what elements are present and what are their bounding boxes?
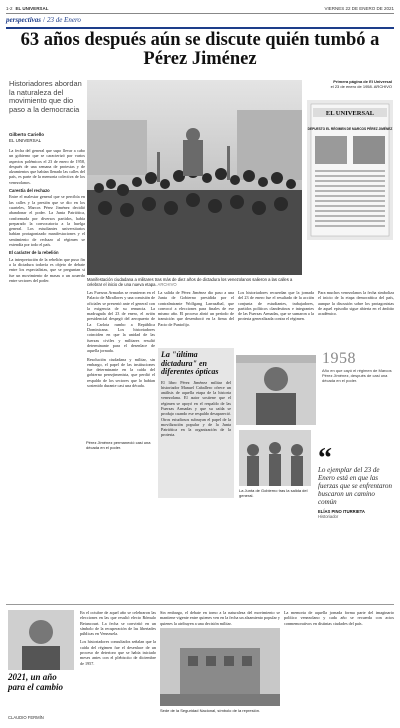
main-photo-caption-text: Manifestación ciudadana a militares tras más de diez años de dictadura los venezolanos salieron a las calles a celebrar el inicio de una nueva etapa. <box>87 277 293 288</box>
bottom-rule <box>6 604 394 605</box>
deck: Historiadores abordan la naturaleza del movimiento que dio paso a la democracia <box>9 79 82 114</box>
article-paragraph: Resolución ciudadana y militar, sin embargo, el papel de las instituciones fue determinante en la caída del gobierno perezjimenista, que perdió el respaldo de los sectores que lo habían sostenido durante casi una década. <box>87 356 155 389</box>
article-subhead: Carestía del rechazo <box>9 188 50 194</box>
newspaper-image-title: Primera página de El Universal <box>333 79 392 84</box>
section-separator: / <box>43 16 45 24</box>
article-paragraph: Las Fuerzas Armadas se reunieron en el Palacio de Miraflores y una comisión de oficiales se presentó ante el general con la exigencia de su renuncia. La madrugada del 23 de enero, el avión presidencial despegó del aeropuerto de La Carlota rumbo a República Dominicana. Los historiadores coinciden en que la unidad de las fuerzas civiles y militares resultó determinante para el desenlace de aquella jornada. <box>87 290 155 354</box>
junta-photo <box>239 430 311 486</box>
junta-photo-caption: La Junta de Gobierno tras la salida del general. <box>239 488 308 498</box>
article-column-5 <box>318 290 394 348</box>
article-paragraph: Para muchos venezolanos la fecha simboliza el inicio de la etapa democrática del país, aunque la discusión sobre los protagonistas de aquel episodio sigue abierta en el ámbito académico. <box>318 290 394 317</box>
newspaper-image-label <box>307 79 393 89</box>
article-paragraph: Los historiadores consultados señalan que la caída del régimen fue el desenlace de un proceso de deterioro que se había iniciado meses antes con el plebiscito de diciembre de 1957. <box>80 639 156 666</box>
header-rule <box>6 13 394 14</box>
article-column-1 <box>9 148 85 603</box>
year-box <box>322 350 392 428</box>
portrait-photo <box>236 355 316 425</box>
page-number: 1-2 <box>6 5 13 11</box>
article-paragraph: La salida de Pérez Jiménez dio paso a una Junta de Gobierno presidida por el contralmirante Wolfgang Larrazábal, que convocó a elecciones para finales de ese mismo año. El proceso abrió un período de transición que desembocó en la firma del Pacto de Puntofijo. <box>158 290 234 327</box>
article-bottom-column-1 <box>80 610 156 722</box>
article-bottom-column-2 <box>160 610 280 628</box>
newspaper-image-detail: el 23 de enero de 1958. <box>330 84 373 89</box>
page-header <box>6 4 394 12</box>
opinion-title: 2021, un año para el cambio <box>8 672 63 692</box>
article-paragraph: Sin embargo, el debate en torno a la naturaleza del movimiento se mantiene vigente entre quienes ven en la fecha un alzamiento popular y quienes la atribuyen a una decisión militar. <box>160 610 280 626</box>
main-photo <box>87 80 302 275</box>
building-photo-caption: Sede de la Seguridad Nacional, símbolo de la represión. <box>160 708 261 713</box>
opinion-author: CLAUDIO FERMÍN <box>8 715 44 720</box>
article-paragraph: La memoria de aquella jornada forma parte del imaginario político venezolano y cada año se recuerda con actos conmemorativos en distintas ciudades del país. <box>284 610 394 626</box>
byline <box>9 132 85 143</box>
quote-mark-icon: “ <box>318 443 332 474</box>
pull-quote <box>318 443 394 519</box>
sidebar-title: La "última dictadura" en diferentes ópticas <box>161 350 219 376</box>
building-photo <box>160 628 280 706</box>
portrait-photo-caption: Pérez Jiménez permaneció casi una década en el poder. <box>86 440 151 450</box>
headline: 63 años después aún se discute quién tumbó a Pérez Jiménez <box>20 30 380 69</box>
page-header-left <box>6 6 48 11</box>
main-photo-caption <box>87 277 302 287</box>
article-paragraph: La interpretación de la rebelión que puso fin a la dictadura todavía es objeto de debate entre los especialistas, que se preguntan si fue un movimiento de masas o un acuerdo entre sectores del poder. <box>9 256 85 283</box>
edition-date: VIERNES 22 DE ENERO DE 2021 <box>324 5 394 11</box>
opinion-author-photo <box>8 610 74 670</box>
quote-author: ELÍAS PINO ITURRIETA <box>318 509 365 514</box>
section-rule <box>6 27 394 29</box>
newspaper-brand: EL UNIVERSAL <box>15 5 49 11</box>
article-bottom-column-3 <box>284 610 394 722</box>
sidebar-box <box>158 348 234 498</box>
article-paragraph: Entre el malestar general que se percibía en las calles y la presión que se dio en los cuarteles, Marcos Pérez Jiménez decidió abandonar el poder. La Junta Patriótica, conformada por diversos partidos, había preparado la convocatoria a la huelga general. Los estudiantes universitarios habían protagonizado manifestaciones y el sentimiento de rechazo al régimen se extendía por todo el país. <box>9 194 85 248</box>
year-number: 1958 <box>322 350 356 367</box>
section-date: 23 de Enero <box>46 16 81 24</box>
article-paragraph: En el octubre de aquel año se celebraron las elecciones en las que resultó electo Rómulo Betancourt. La fecha se convirtió en un símbolo de la recuperación de las libertades públicas en Venezuela. <box>80 610 156 637</box>
front-page-masthead: EL UNIVERSAL <box>325 110 375 117</box>
article-column-2 <box>87 290 155 438</box>
sidebar-text: El libro Pérez Jiménez militar del historiador Manuel Caballero ofrece un análisis de aquella etapa de la historia venezolana. El autor sostiene que el régimen se apoyó en el respaldo de las Fuerzas Armadas y que su caída se produjo cuando ese respaldo desapareció. Otros estudiosos subrayan el papel de la movilización popular y de la Junta Patriótica en la organización de la protesta. <box>161 379 231 438</box>
byline-outlet: EL UNIVERSAL <box>9 137 42 143</box>
article-paragraph: Los historiadores recuerdan que la jornada del 23 de enero fue el resultado de la acción conjunta de estudiantes, trabajadores, partidos políticos clandestinos e integrantes de las Fuerzas Armadas, que se sumaron a la protesta generalizada contra el régimen. <box>238 290 314 322</box>
year-caption: Año en que cayó el régimen de Marcos Pérez Jiménez, después de casi una década en el poder. <box>322 368 392 383</box>
newspaper-image-credit: ARCHIVO <box>373 84 392 89</box>
article-paragraph: La fecha del general que supo llevar a cabo un gobierno que se caracterizó por varios aspectos polémicos el 23 de enero de 1958, después de una semana de protestas y de alzamientos que habían llenado las calles del país, es parte de la memoria colectiva de los venezolanos. <box>9 148 85 185</box>
section-line <box>6 16 394 26</box>
article-subhead: El carácter de la rebelión <box>9 250 59 256</box>
byline-author: Gilberto Cariello <box>9 132 45 137</box>
article-column-4 <box>238 290 314 352</box>
quote-role: Historiador <box>318 514 339 519</box>
page-header-right <box>324 6 394 11</box>
front-page-headline: DEPUESTO EL RÉGIMEN DE MARCOS PÉREZ JIMÉNEZ <box>307 127 393 131</box>
newspaper-front-page-image <box>307 100 393 240</box>
section-name: perspectivas <box>6 16 41 24</box>
main-photo-credit: ARCHIVO <box>157 282 177 288</box>
article-column-3 <box>158 290 234 346</box>
quote-text: Lo ejemplar del 23 de Enero está en que las fuerzas que se enfrentaron buscaron un camino común <box>318 466 392 506</box>
